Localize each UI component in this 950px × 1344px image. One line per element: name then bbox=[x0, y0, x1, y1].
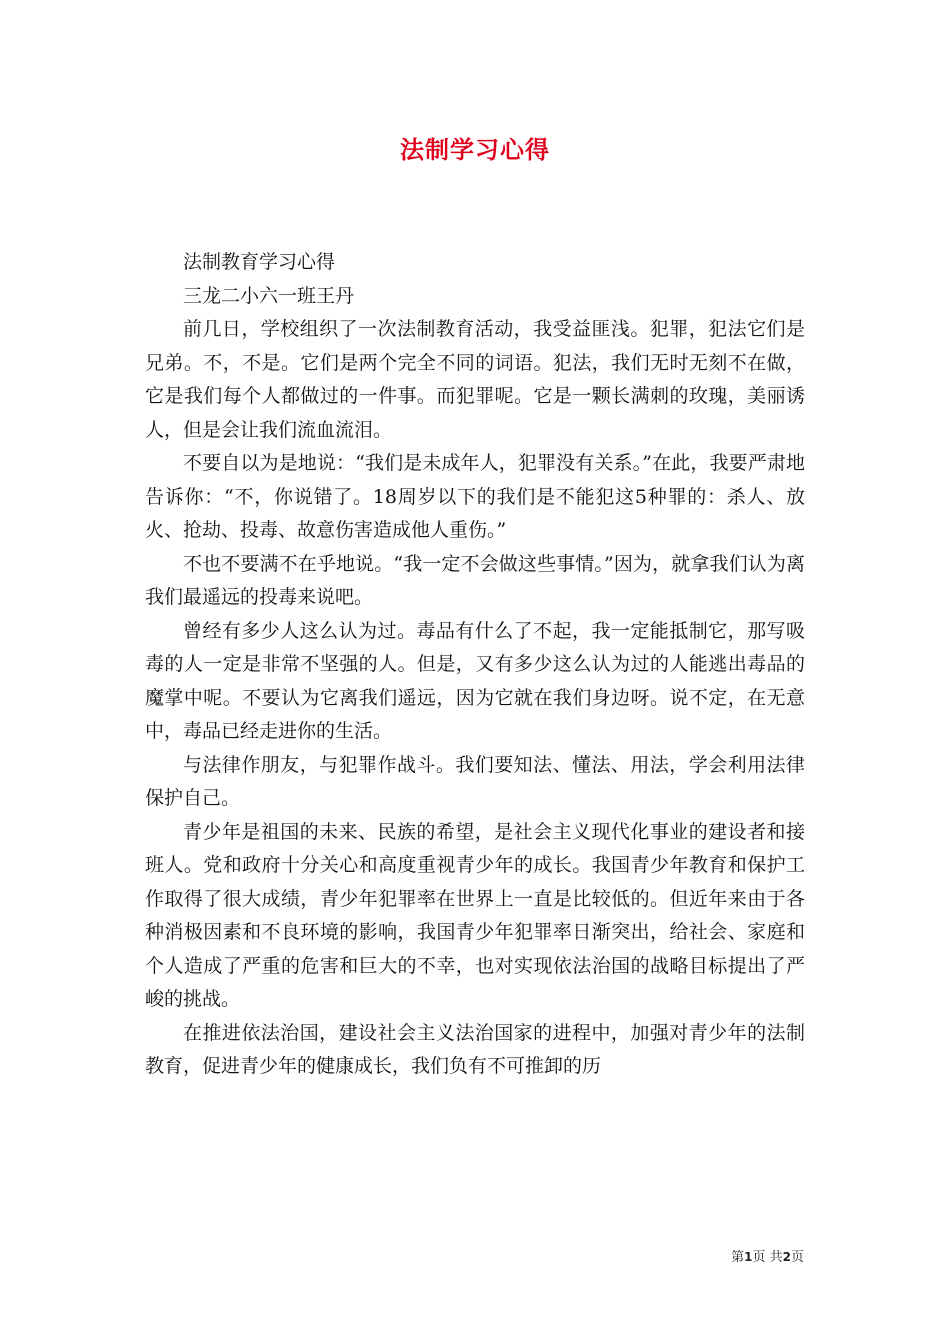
paragraph: 青少年是祖国的未来、民族的希望，是社会主义现代化事业的建设者和接班人。党和政府十分关心和高度重视青少年的成长。我国青少年教育和保护工作取得了很大成绩，青少年犯罪率在世界上一直是比较低的。但近年来由于各种消极因素和不良环境的影响，我国青少年犯罪率日渐突出，给社会、家庭和个人造成了严重的危害和巨大的不幸，也对实现依法治国的战略目标提出了严峻的挑战。 bbox=[145, 820, 805, 1010]
footer-middle: 页 共 bbox=[752, 1250, 783, 1265]
paragraph: 法制教育学习心得 bbox=[183, 251, 336, 273]
document-body bbox=[145, 246, 805, 1084]
paragraph: 三龙二小六一班王丹 bbox=[183, 284, 355, 307]
total-pages-number: 2 bbox=[782, 1250, 791, 1264]
page-title: 法制学习心得 bbox=[400, 135, 550, 164]
paragraph: 前几日，学校组织了一次法制教育活动，我受益匪浅。犯罪，犯法它们是兄弟。不，不是。它们是两个完全不同的词语。犯法，我们无时无刻不在做，它是我们每个人都做过的一件事。而犯罪呢。它是一颗长满刺的玫瑰，美丽诱人，但是会让我们流血流泪。 bbox=[145, 318, 805, 441]
paragraph: 在推进依法治国，建设社会主义法治国家的进程中，加强对青少年的法制教育，促进青少年的健康成长，我们负有不可推卸的历 bbox=[145, 1021, 805, 1077]
paragraph: 曾经有多少人这么认为过。毒品有什么了不起，我一定能抵制它，那写吸毒的人一定是非常不坚强的人。但是，又有多少这么认为过的人能逃出毒品的魔掌中呢。不要认为它离我们遥远，因为它就在我们身边呀。说不定，在无意中，毒品已经走进你的生活。 bbox=[145, 619, 805, 742]
paragraph: 不也不要满不在乎地说。“我一定不会做这些事情。”因为，就拿我们认为离我们最遥远的投毒来说吧。 bbox=[145, 552, 805, 608]
current-page-number: 1 bbox=[744, 1250, 753, 1264]
paragraph: 不要自以为是地说：“我们是未成年人，犯罪没有关系。”在此，我要严肃地告诉你：“不，你说错了。18周岁以下的我们是不能犯这5种罪的：杀人、放火、抢劫、投毒、故意伤害造成他人重伤。” bbox=[145, 452, 805, 541]
paragraph: 与法律作朋友，与犯罪作战斗。我们要知法、懂法、用法，学会利用法律保护自己。 bbox=[145, 753, 805, 809]
page-footer bbox=[731, 1246, 804, 1265]
footer-prefix: 第 bbox=[731, 1250, 745, 1265]
footer-suffix: 页 bbox=[790, 1250, 804, 1265]
